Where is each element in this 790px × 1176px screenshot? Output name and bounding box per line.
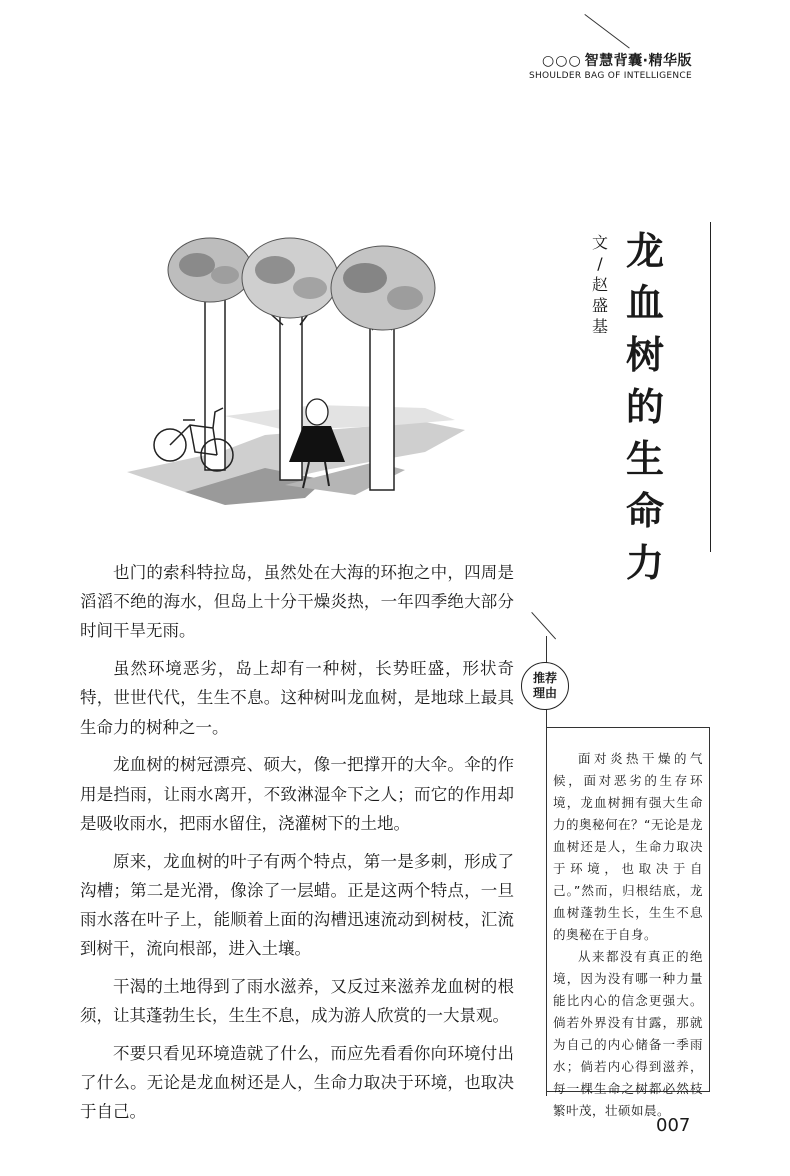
recommendation-text <box>553 748 703 1122</box>
paragraph: 干渴的土地得到了雨水滋养，又反过来滋养龙血树的根须，让其蓬勃生长，生生不息，成为游人欣赏的一大景观。 <box>80 977 514 1026</box>
trees-girl-bicycle-illustration <box>125 230 470 530</box>
article-body <box>80 558 514 1135</box>
paragraph: 虽然环境恶劣，岛上却有一种树，长势旺盛，形状奇特，世世代代，生生不息。这种树叫龙血树，是地球上最具生命力的树种之一。 <box>80 659 514 737</box>
recommendation-paragraph: 面对炎热干燥的气候，面对恶劣的生存环境，龙血树拥有强大生命力的奥秘何在？“无论是龙血树还是人，生命力取决于环境，也取决于自己。”然而，归根结底，龙血树蓬勃生长，生生不息的奥秘在于自身。 <box>553 751 703 942</box>
recommendation-badge <box>521 662 569 710</box>
header-decorative-line <box>584 14 629 49</box>
author-byline <box>590 232 610 337</box>
article-title <box>622 225 668 589</box>
title-char: 生 <box>625 437 664 481</box>
paragraph: 不要只看见环境造就了什么，而应先看看你向环境付出了什么。无论是龙血树还是人，生命力取决于环境，也取决于自己。 <box>80 1044 514 1122</box>
sidebar-decorative-line <box>531 612 556 639</box>
author-char: 基 <box>591 317 608 336</box>
author-char: / <box>597 254 603 273</box>
title-rule <box>710 222 711 552</box>
page-number: 007 <box>656 1115 691 1136</box>
author-char: 盛 <box>591 296 608 315</box>
series-title-text: 智慧背囊·精华版 <box>584 53 692 69</box>
title-char: 命 <box>625 489 664 533</box>
title-char: 的 <box>625 385 664 429</box>
badge-line-2: 理由 <box>532 686 557 700</box>
author-char: 赵 <box>591 275 608 294</box>
title-char: 树 <box>625 333 664 377</box>
series-title <box>542 50 692 70</box>
author-char: 文 <box>591 233 608 252</box>
series-subtitle: SHOULDER BAG OF INTELLIGENCE <box>528 71 692 81</box>
title-char: 龙 <box>625 229 664 273</box>
paragraph: 原来，龙血树的叶子有两个特点，第一是多刺，形成了沟槽；第二是光滑，像涂了一层蜡。正是这两个特点，一旦雨水落在叶子上，能顺着上面的沟槽迅速流动到树枝，汇流到树干，流向根部，进入土壤。 <box>80 851 514 959</box>
paragraph: 也门的索科特拉岛，虽然处在大海的环抱之中，四周是滔滔不绝的海水，但岛上十分干燥炎热，一年四季绝大部分时间干旱无雨。 <box>80 563 514 641</box>
series-circles: ○○○ <box>542 53 582 69</box>
paragraph: 龙血树的树冠漂亮、硕大，像一把撑开的大伞。伞的作用是挡雨，让雨水离开，不致淋湿伞下之人；而它的作用却是吸收雨水，把雨水留住，浇灌树下的土地。 <box>80 755 514 833</box>
recommendation-paragraph: 从来都没有真正的绝境，因为没有哪一种力量能比内心的信念更强大。倘若外界没有甘露，那就为自己的内心储备一季雨水；倘若内心得到滋养，每一棵生命之树都必然枝繁叶茂，壮硕如晨。 <box>553 949 703 1118</box>
title-char: 力 <box>625 541 664 585</box>
badge-line-1: 推荐 <box>532 671 557 685</box>
title-char: 血 <box>625 281 664 325</box>
